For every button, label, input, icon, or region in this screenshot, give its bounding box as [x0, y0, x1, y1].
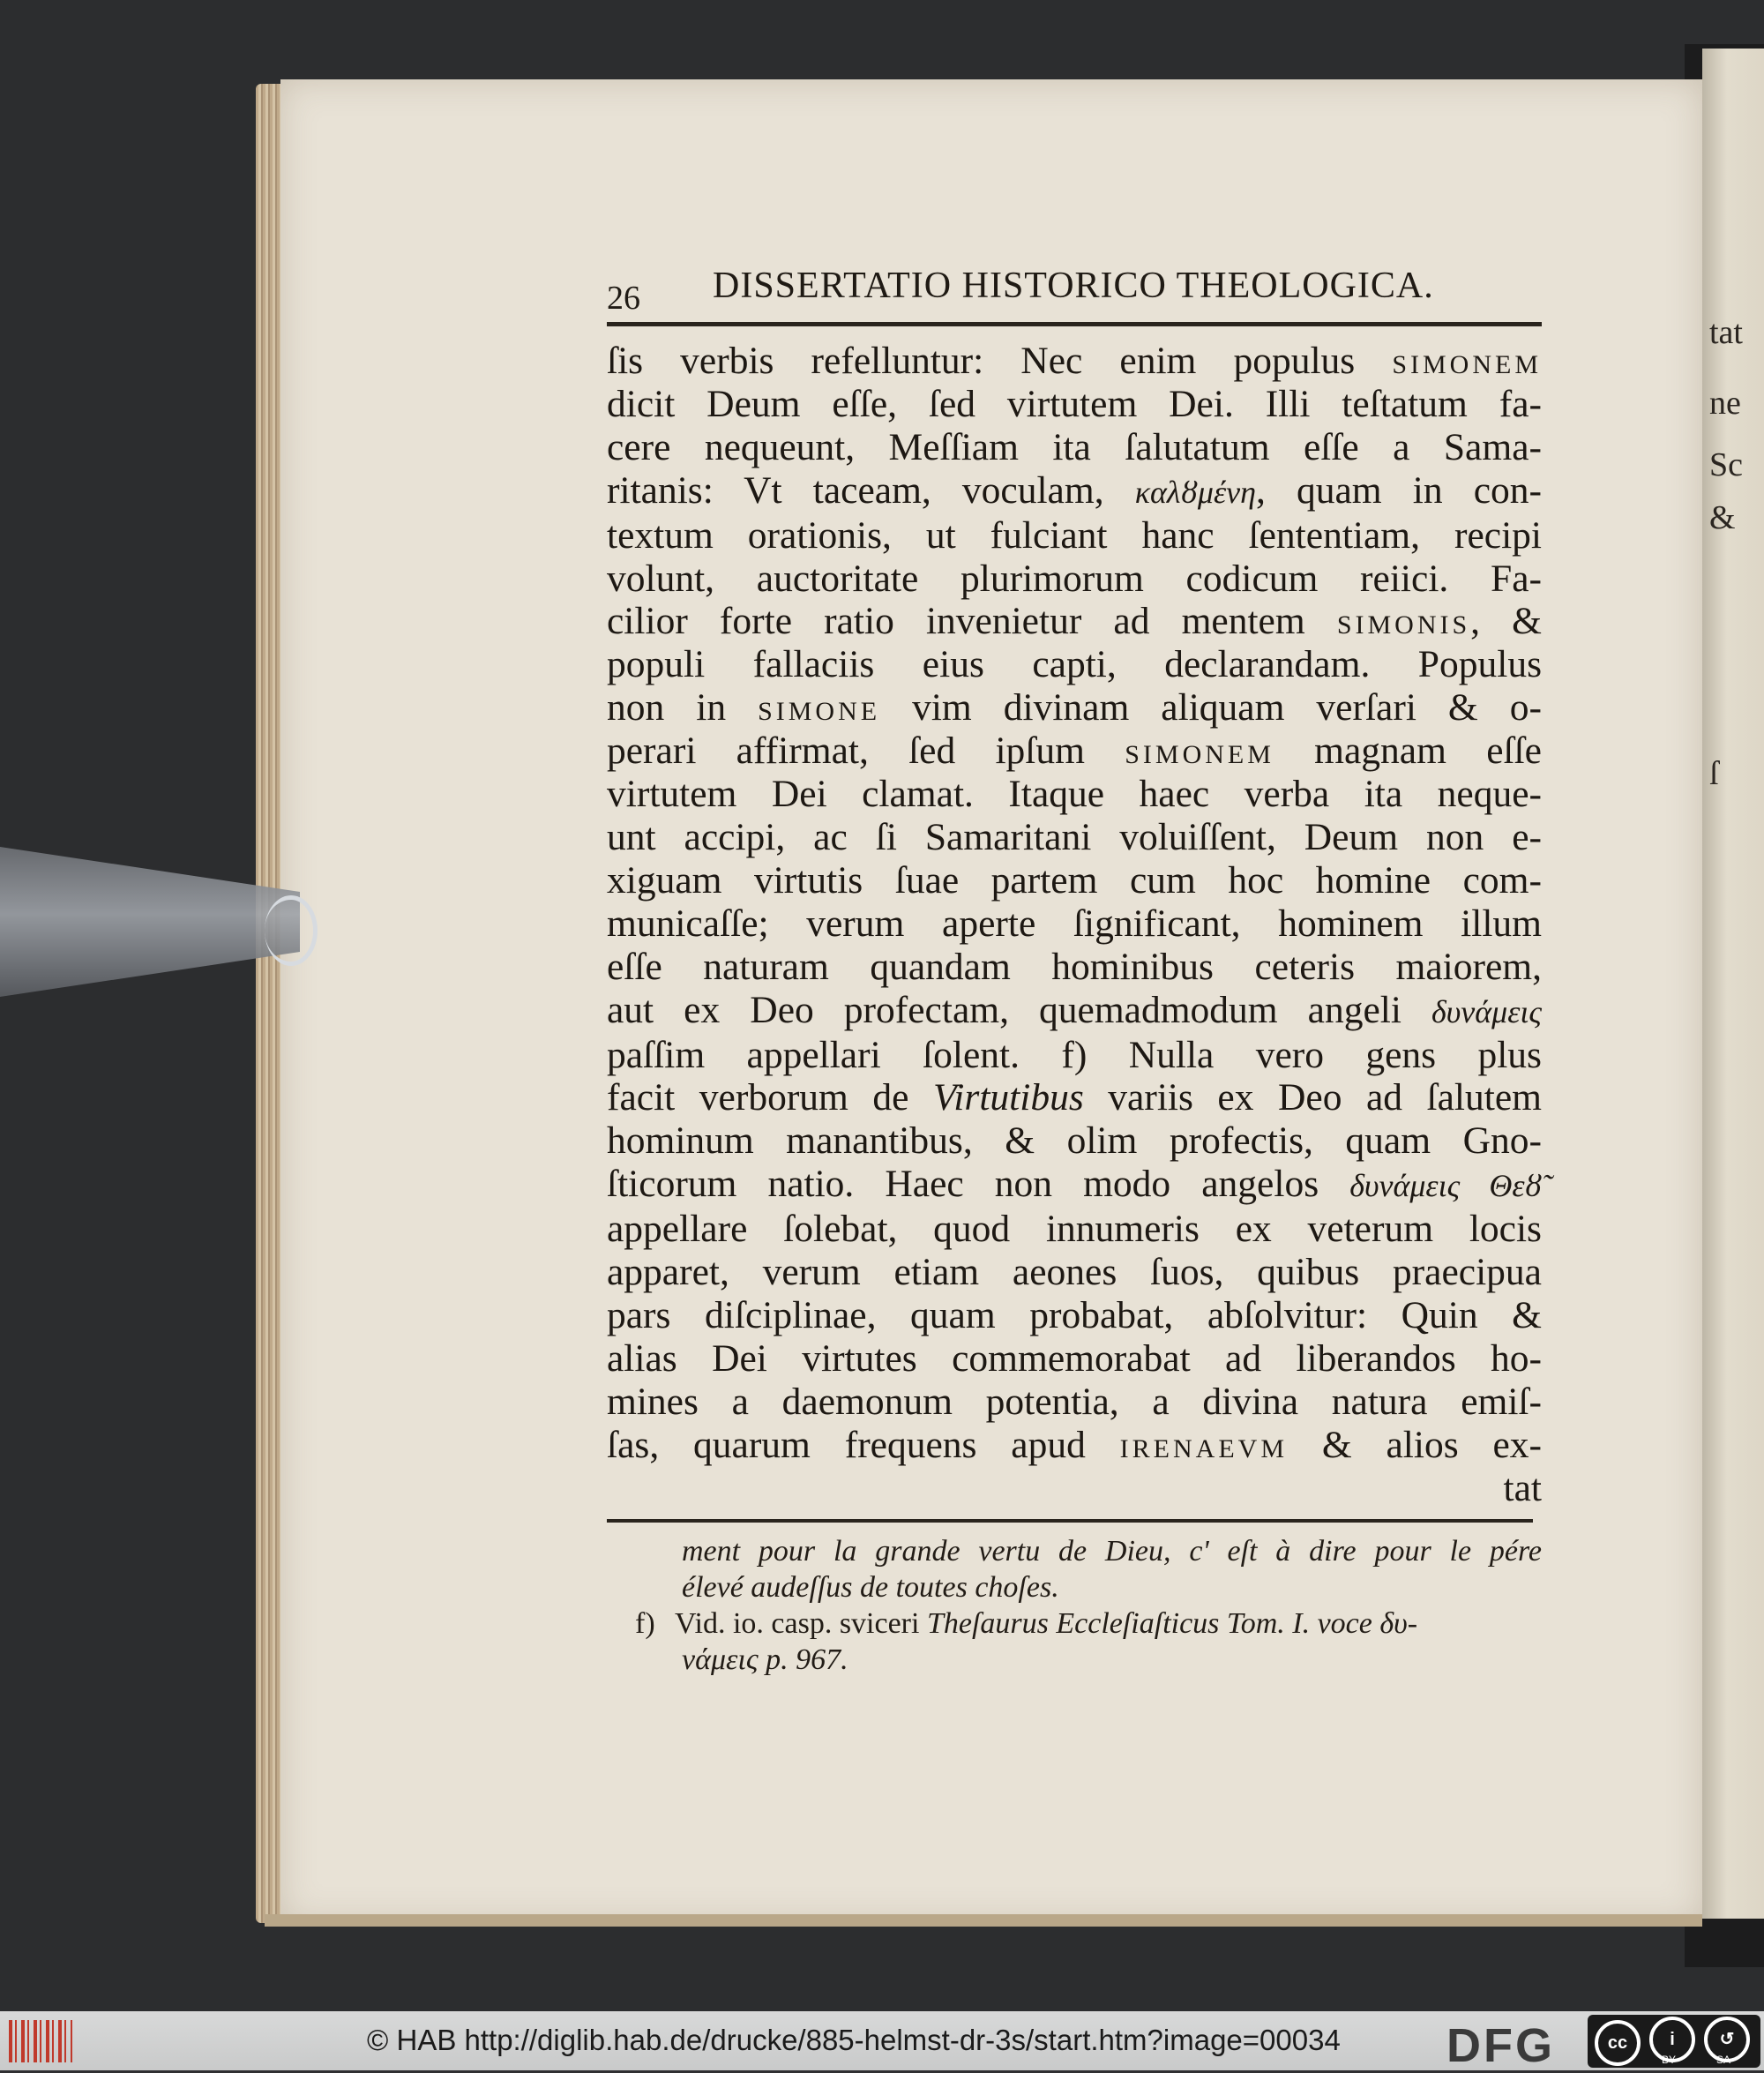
text-segment: ſis verbis refelluntur: Nec enim populus	[607, 340, 1393, 382]
text-segment: vim divinam aliquam verſari & o-	[880, 686, 1542, 730]
text-line	[607, 989, 1542, 1034]
footnote-f	[607, 1605, 1542, 1642]
text-line	[607, 426, 1542, 469]
text-segment: , quam in con-	[1256, 468, 1543, 512]
text-segment: textum orationis, ut fulciant hanc ſententiam, recipi	[607, 513, 1542, 557]
text-line	[607, 1034, 1542, 1077]
text-segment: mines a daemonum potentia, a divina natura emiſ-	[607, 1380, 1542, 1423]
header-rule	[607, 322, 1542, 326]
footnote-greek: νάμεις	[682, 1643, 759, 1676]
footnote-continuation-line: ment pour la grande vertu de Dieu, c' eſt à dire pour le pére	[682, 1535, 1542, 1568]
greek-word: δυνάμεις	[1431, 993, 1542, 1029]
viewer-footer	[0, 2011, 1764, 2070]
sa-label: SA	[1716, 2054, 1731, 2066]
sa-icon: ↺	[1704, 2017, 1750, 2062]
clip-band	[0, 847, 300, 997]
footnotes	[607, 1533, 1542, 1678]
page-clip	[0, 847, 318, 1023]
text-segment: perari affirmat, ſed ipſum	[607, 730, 1125, 773]
text-line	[607, 816, 1542, 859]
text-line	[607, 946, 1542, 989]
small-caps-name: irenaevm	[1119, 1423, 1288, 1466]
text-segment: non in	[607, 686, 759, 730]
text-line	[607, 1381, 1542, 1424]
text-line	[607, 1163, 1542, 1208]
text-line	[607, 340, 1542, 383]
text-segment: cere nequeunt, Meſſiam ita ſalutatum eſſe a Sama-	[607, 425, 1542, 468]
text-segment: municaſſe; verum aperte ſignificant, hominem illum	[607, 902, 1542, 945]
text-line	[607, 558, 1542, 601]
text-segment: hominum manantibus, & olim profectis, quam Gno-	[607, 1119, 1542, 1163]
next-page-edge	[1702, 49, 1764, 1919]
cc-icon: cc	[1595, 2020, 1641, 2066]
next-page-fragment: &	[1709, 499, 1736, 536]
text-line	[607, 686, 1542, 730]
catchword: tat	[1503, 1466, 1542, 1509]
text-line	[607, 1337, 1542, 1381]
footnote-page-ref: p. 967.	[758, 1643, 848, 1676]
footnote-text: Vid. io. casp. svi	[675, 1607, 875, 1640]
footnote-rule	[607, 1519, 1533, 1523]
next-page-fragment: ſ	[1709, 755, 1719, 792]
text-line	[607, 1294, 1542, 1337]
text-segment: pars diſciplinae, quam probabat, abſolvitur: Quin &	[607, 1293, 1542, 1336]
barcode-icon[interactable]	[9, 2020, 72, 2062]
footnote-mark: f)	[635, 1607, 655, 1640]
clip-tip	[265, 895, 318, 966]
footnote-continuation-line: élevé audeſſus de toutes choſes.	[682, 1571, 1059, 1604]
next-page-fragment: Sc	[1709, 446, 1743, 483]
text-segment: alias Dei virtutes commemorabat ad liberandos ho-	[607, 1336, 1542, 1380]
text-line	[607, 514, 1542, 558]
text-line	[607, 730, 1542, 773]
text-segment: appellare ſolebat, quod innumeris ex veterum locis	[607, 1208, 1542, 1251]
small-caps-name: simonis	[1336, 600, 1471, 643]
text-segment: magnam eſſe	[1274, 730, 1542, 773]
text-segment: paſſim appellari ſolent. f) Nulla vero gens plus	[607, 1033, 1542, 1076]
body-text	[607, 340, 1542, 1509]
text-segment: virtutem Dei clamat. Itaque haec verba ita neque-	[607, 773, 1542, 816]
text-segment: ſas, quarum frequens apud	[607, 1423, 1120, 1466]
small-caps-name: simone	[758, 686, 881, 730]
page-number: 26	[607, 280, 640, 317]
footnote-title: Theſaurus Eccleſiaſticus Tom. I. voce	[926, 1607, 1372, 1640]
text-segment: aut ex Deo profectam, quemadmodum angeli	[607, 988, 1431, 1031]
cc-license-badge[interactable]	[1588, 2015, 1760, 2068]
small-caps-name: simonem	[1392, 340, 1542, 382]
text-line	[607, 902, 1542, 946]
running-head	[607, 265, 1542, 318]
text-segment: volunt, auctoritate plurimorum codicum reiici. Fa-	[607, 557, 1542, 600]
dfg-logo[interactable]: DFG	[1446, 2019, 1555, 2072]
text-line	[607, 1424, 1542, 1467]
text-line	[607, 600, 1542, 643]
text-segment: eſſe naturam quandam hominibus ceteris maiorem,	[607, 945, 1542, 988]
next-page-fragment: tat	[1709, 314, 1743, 351]
page-bottom-edge	[265, 1914, 1702, 1927]
running-title: DISSERTATIO HISTORICO THEOLOGICA.	[713, 266, 1434, 306]
text-line	[607, 859, 1542, 902]
text-segment: , &	[1470, 600, 1542, 643]
text-line	[607, 773, 1542, 816]
text-segment: Virtutibus	[932, 1076, 1084, 1119]
footnote-greek: δυ-	[1372, 1607, 1418, 1640]
text-line	[607, 383, 1542, 426]
text-segment: apparet, verum etiam aeones ſuos, quibus praecipua	[607, 1251, 1542, 1294]
text-segment: facit verborum de	[607, 1076, 933, 1119]
next-page-fragment: ne	[1709, 385, 1741, 422]
greek-word: καλȣμένη	[1134, 474, 1256, 510]
text-segment: ſticorum natio. Haec non modo angelos	[607, 1163, 1350, 1206]
by-label: BY	[1662, 2054, 1677, 2066]
text-segment: cilior forte ratio invenietur ad mentem	[607, 600, 1337, 643]
small-caps-name: simonem	[1125, 730, 1274, 773]
text-line	[607, 1076, 1542, 1119]
text-segment: xiguam virtutis ſuae partem cum hoc homine com-	[607, 858, 1542, 902]
text-segment: ritanis: Vt taceam, voculam,	[607, 468, 1135, 512]
text-segment: unt accipi, ac ſi Samaritani voluiſſent, Deum non e-	[607, 815, 1542, 858]
text-line	[607, 469, 1542, 514]
by-icon: i	[1649, 2017, 1695, 2062]
text-segment: & alios ex-	[1288, 1423, 1542, 1466]
text-line	[607, 1208, 1542, 1251]
footnote-f-line-2	[607, 1642, 1542, 1678]
source-url[interactable]: © HAB http://diglib.hab.de/drucke/885-helmst-dr-3s/start.htm?image=00034	[367, 2024, 1341, 2056]
greek-word: δυνάμεις Θεȣ̃	[1349, 1168, 1543, 1204]
text-line	[607, 1119, 1542, 1163]
text-segment: dicit Deum eſſe, ſed virtutem Dei. Illi teſtatum fa-	[607, 382, 1542, 425]
text-line	[607, 1251, 1542, 1294]
text-line	[607, 643, 1542, 686]
text-segment: populi fallaciis eius capti, declarandam. Populus	[607, 643, 1542, 686]
footnote-text: ceri	[874, 1607, 927, 1640]
text-segment: variis ex Deo ad ſalutem	[1083, 1076, 1542, 1119]
